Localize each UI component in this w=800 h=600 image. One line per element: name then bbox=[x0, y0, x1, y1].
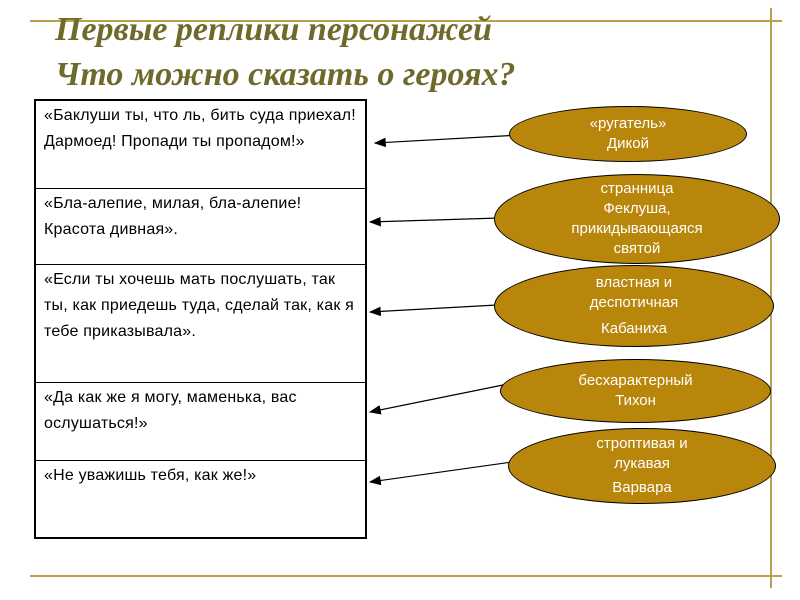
quote-row-3: «Если ты хочешь мать послушать, так ты, как приедешь туда, сделай так, как я тебе приказывала». bbox=[36, 264, 365, 382]
oval-4-line-1: бесхарактерный bbox=[578, 372, 693, 389]
oval-5-line-1: строптивая и bbox=[596, 435, 688, 452]
arrow-5 bbox=[370, 462, 512, 482]
oval-2-line-4: святой bbox=[613, 240, 661, 257]
oval-2-line-1: странница bbox=[600, 180, 674, 197]
character-oval-feklusha bbox=[494, 174, 780, 264]
arrow-4 bbox=[370, 385, 503, 412]
character-oval-kabanikha bbox=[494, 265, 774, 347]
oval-3-line-2: деспотичная bbox=[589, 294, 679, 311]
oval-3-line-3: Кабаниха bbox=[600, 320, 667, 337]
oval-1-line-2: Дикой bbox=[607, 135, 649, 152]
quote-row-1: «Баклуши ты, что ль, бить суда приехал! Дармоед! Пропади ты пропадом!» bbox=[44, 107, 356, 150]
quote-row-5: «Не уважишь тебя, как же!» bbox=[36, 460, 365, 539]
quote-row-2: «Бла-алепие, милая, бла-алепие! Красота дивная». bbox=[36, 188, 365, 264]
quote-row-4: «Да как же я могу, маменька, вас ослушаться!» bbox=[36, 382, 365, 460]
character-oval-dikoy bbox=[509, 106, 747, 162]
oval-1-line-1: «ругатель» bbox=[589, 115, 667, 132]
character-oval-varvara bbox=[508, 428, 776, 504]
title-line-2: Что можно сказать о героях? bbox=[55, 56, 516, 93]
oval-5-line-3: Варвара bbox=[612, 479, 672, 496]
oval-3-line-1: властная и bbox=[595, 274, 673, 291]
title-line-1: Первые реплики персонажей bbox=[55, 11, 492, 48]
arrow-2 bbox=[370, 218, 500, 222]
arrow-3 bbox=[370, 305, 497, 312]
oval-2-line-3: прикидывающаяся bbox=[571, 220, 703, 237]
oval-4-line-2: Тихон bbox=[615, 392, 656, 409]
character-oval-tikhon bbox=[500, 359, 771, 423]
oval-5-line-2: лукавая bbox=[614, 455, 670, 472]
arrow-1 bbox=[375, 135, 520, 143]
oval-2-line-2: Феклуша, bbox=[603, 200, 671, 217]
